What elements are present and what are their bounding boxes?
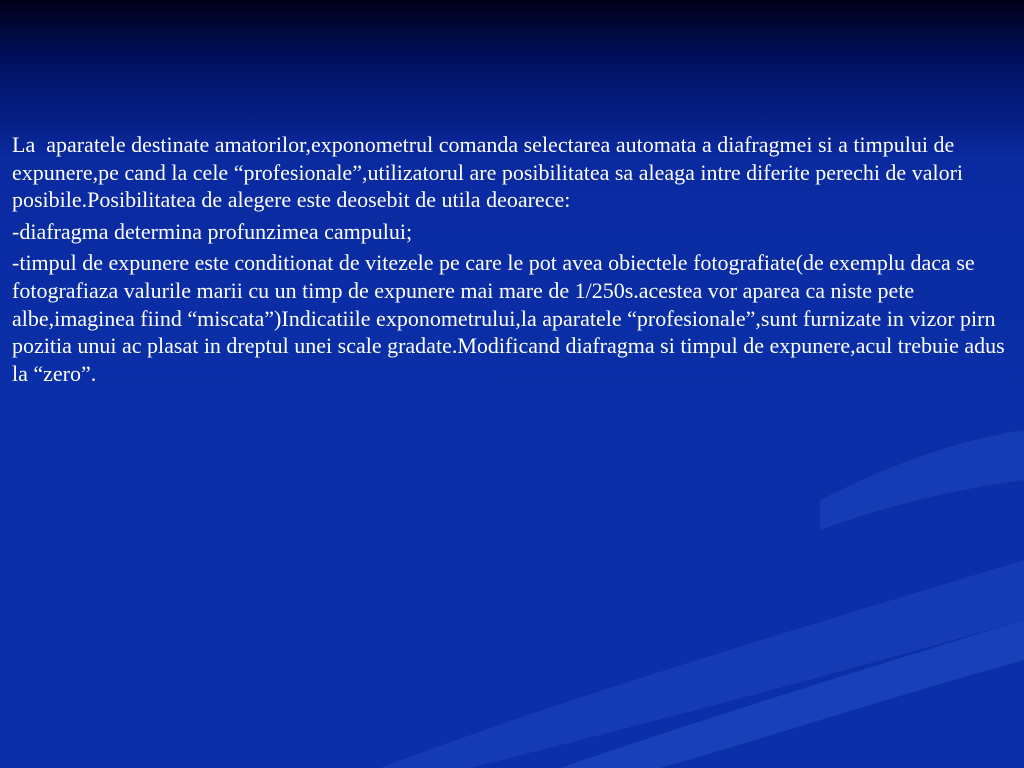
- paragraph-timpul: -timpul de expunere este conditionat de vitezele pe care le pot avea obiectele fotografiate(de exemplu daca se fotografiaza valurile marii cu un timp de expunere mai mare de 1/250s.acestea vor aparea ca niste pete albe,imaginea fiind “miscata”)Indicatiile exponometrului,la aparatele “profesionale”,sunt furnizate in vizor pirn pozitia unui ac plasat in dreptul unei scale gradate.Modificand diafragma si timpul de expunere,acul trebuie adus la “zero”.: [12, 250, 1011, 386]
- paragraph-diafragma: -diafragma determina profunzimea campului;: [12, 218, 413, 244]
- slide-body: [12, 131, 1014, 387]
- paragraph-intro: La aparatele destinate amatorilor,exponometrul comanda selectarea automata a diafragmei si a timpului de expunere,pe cand la cele “profesionale”,utilizatorul are posibilitatea sa aleaga intre diferite perechi de valori posibile.Posibilitatea de alegere este deosebit de utila deoarece:: [12, 132, 969, 213]
